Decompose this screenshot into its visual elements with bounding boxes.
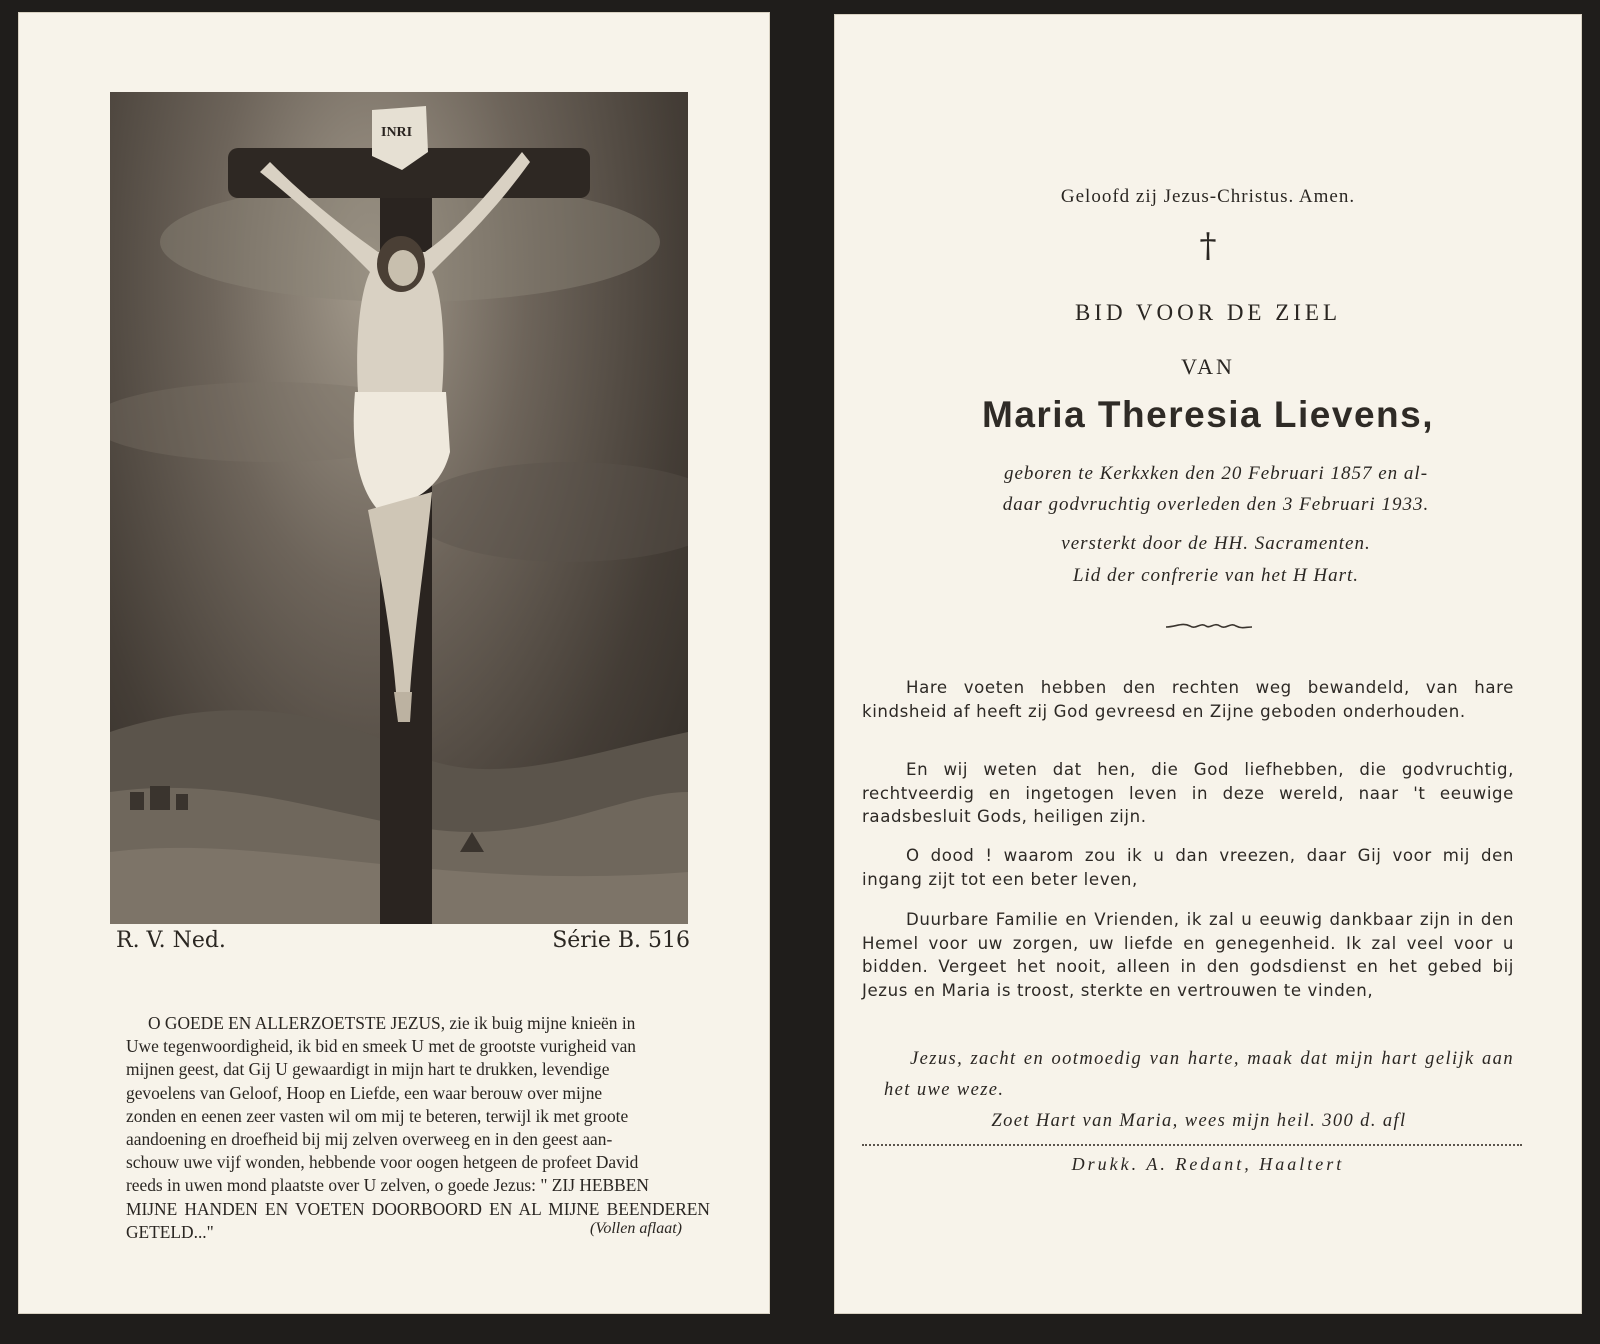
- memorial-text-card: [834, 14, 1582, 1314]
- flourish-divider-icon: [1164, 618, 1254, 634]
- bio-line: geboren te Kerkxken den 20 Februari 1857 en al-: [1003, 463, 1429, 484]
- publisher-caption: R. V. Ned.: [116, 928, 226, 953]
- dotted-divider: [862, 1144, 1522, 1146]
- praise-line: Geloofd zij Jezus-Christus. Amen.: [1060, 186, 1356, 207]
- printer-credit: Drukk. A. Redant, Haaltert: [1071, 1154, 1345, 1174]
- deceased-name: Maria Theresia Lievens,: [982, 394, 1434, 435]
- prayer-line: mijnen geest, dat Gij U gewaardigt in mijn hart te drukken, levendige: [126, 1059, 610, 1080]
- closing-prayer: [884, 1044, 1514, 1106]
- prayer-text: [126, 1012, 710, 1244]
- closing-invocation: Zoet Hart van Maria, wees mijn heil. 300 d. afl: [991, 1111, 1407, 1131]
- devotional-image-card: [18, 12, 770, 1314]
- inri-plate: INRI: [381, 125, 413, 140]
- indulgence-note: (Vollen aflaat): [590, 1220, 682, 1237]
- bio-line: daar godvruchtig overleden den 3 Februari 1933.: [1002, 494, 1430, 515]
- confraternity-line: Lid der confrerie van het H Hart.: [1072, 565, 1360, 586]
- scripture-paragraph-3: [862, 844, 1514, 891]
- paragraph-text: Duurbare Familie en Vrienden, ik zal u eeuwig dankbaar zijn in den Hemel voor uw zorgen, uw liefde en genegenheid. Ik zal veel voor u bidden. Vergeet het nooit, alleen in den godsdienst en het gebed bij Jezus en Maria is troost, sterkte en vertrouwen te vinden,: [862, 910, 1514, 1000]
- prayer-line: Uwe tegenwoordigheid, ik bid en smeek U met de grootste vurigheid van: [126, 1036, 637, 1057]
- pray-heading: BID VOOR DE ZIEL: [1074, 300, 1342, 325]
- prayer-line: zonden en eenen zeer vasten wil om mij te beteren, terwijl ik met groote: [126, 1105, 629, 1126]
- cross-icon: †: [1199, 226, 1217, 266]
- prayer-line: schouw uwe vijf wonden, hebbende voor oogen hetgeen de profeet David: [126, 1152, 639, 1173]
- sacraments-line: versterkt door de HH. Sacramenten.: [1061, 533, 1371, 554]
- paragraph-text: Hare voeten hebben den rechten weg bewandeld, van hare kindsheid af heeft zij God gevreesd en Zijne geboden onderhouden.: [862, 678, 1514, 721]
- prayer-line: reeds in uwen mond plaatste over U zelven, o goede Jezus: " ZIJ HEBBEN: [126, 1175, 649, 1196]
- scripture-paragraph-1: [862, 676, 1514, 723]
- van-label: VAN: [1181, 354, 1235, 379]
- birth-death-line: [906, 458, 1526, 520]
- prayer-line: aandoening en droefheid bij mij zelven overweeg en in den geest aan-: [126, 1129, 613, 1150]
- prayer-line: gevoelens van Geloof, Hoop en Liefde, een waar berouw over mijne: [126, 1082, 603, 1103]
- crucifix-painting: [110, 92, 688, 924]
- crucifix-painting-icon: [110, 92, 688, 924]
- scripture-paragraph-2: [862, 758, 1514, 829]
- paragraph-text: O dood ! waarom zou ik u dan vreezen, daar Gij voor mij den ingang zijt tot een beter leven,: [862, 846, 1514, 889]
- closing-text: Jezus, zacht en ootmoedig van harte, maak dat mijn hart gelijk aan het uwe weze.: [884, 1049, 1514, 1100]
- prayer-line: O GOEDE EN ALLERZOETSTE JEZUS, zie ik buig mijne knieën in: [148, 1013, 636, 1033]
- farewell-paragraph: [862, 908, 1514, 1002]
- prayer-line: MIJNE HANDEN EN VOETEN DOORBOORD EN AL MIJNE BEENDEREN GETELD...": [126, 1198, 710, 1242]
- series-caption: Série B. 516: [552, 928, 690, 953]
- paragraph-text: En wij weten dat hen, die God liefhebben, die godvruchtig, rechtveerdig en ingetogen leven in deze wereld, naar 't eeuwige raadsbesluit Gods, heiligen zijn.: [862, 760, 1514, 826]
